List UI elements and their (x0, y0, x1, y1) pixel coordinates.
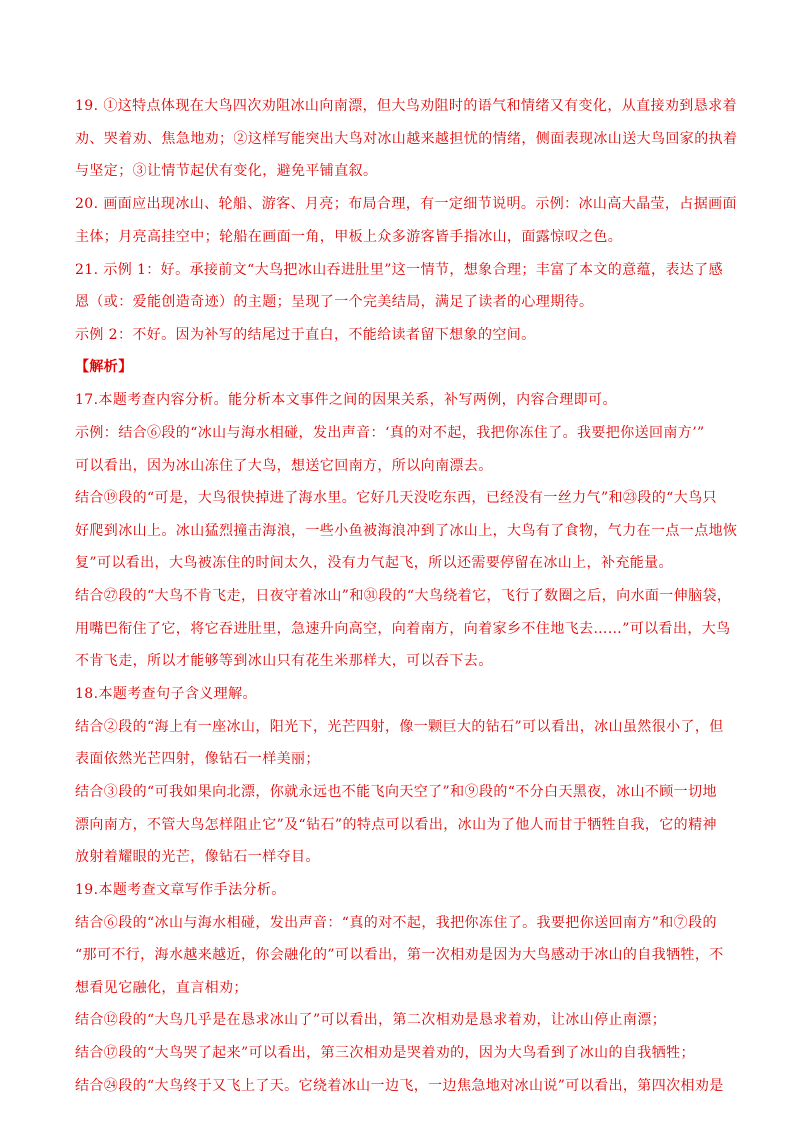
analysis-18-line-5: 漂向南方，不管大鸟怎样阻止它”及“钻石”的特点可以看出，冰山为了他人而甘于牺牲自我，它的精神 (75, 817, 717, 833)
answer-20-line-2: 主体；月亮高挂空中；轮船在画面一角，甲板上众多游客皆手指冰山，面露惊叹之色。 (75, 229, 623, 245)
analysis-18-line-1: 18.本题考查句子含义理解。 (75, 686, 257, 702)
analysis-19-line-2: 结合⑥段的“冰山与海水相碰，发出声音：“真的对不起，我把你冻住了。我要把你送回南方”和⑦段的 (75, 915, 717, 931)
analysis-18-line-3: 表面依然光芒四射，像钻石一样美丽； (75, 751, 320, 767)
analysis-17-line-4: 结合⑲段的“可是，大鸟很快掉进了海水里。它好几天没吃东西，已经没有一丝力气”和㉓段的“大鸟只 (75, 490, 717, 506)
analysis-19-line-7: 结合㉔段的“大鸟终于又飞上了天。它绕着冰山一边飞，一边焦急地对冰山说”可以看出，第四次相劝是 (75, 1078, 724, 1094)
analysis-19-line-5: 结合⑫段的“大鸟几乎是在恳求冰山了”可以看出，第二次相劝是恳求着劝，让冰山停止南漂； (75, 1012, 667, 1028)
answer-21-line-1: 21. 示例 1：好。承接前文“大鸟把冰山吞进肚里”这一情节，想象合理；丰富了本文的意蕴，表达了感 (75, 262, 723, 278)
answer-21-example-2: 示例 2：不好。因为补写的结尾过于直白，不能给读者留下想象的空间。 (75, 327, 536, 343)
analysis-17-line-1: 17.本题考查内容分析。能分析本文事件之间的因果关系，补写两例，内容合理即可。 (75, 392, 617, 408)
answer-19-line-2: 劝、哭着劝、焦急地劝；②这样写能突出大鸟对冰山越来越担忧的情绪，侧面表现冰山送大鸟回家的执着 (75, 131, 738, 147)
analysis-17-line-3: 可以看出，因为冰山冻住了大鸟，想送它回南方，所以向南漂去。 (75, 458, 493, 474)
analysis-17-line-9: 不肯飞走，所以才能够等到冰山只有花生米那样大，可以吞下去。 (75, 653, 493, 669)
answer-21-line-2: 恩（或：爱能创造奇迹）的主题；呈现了一个完美结局，满足了读者的心理期待。 (75, 294, 594, 310)
analysis-18-line-2: 结合②段的“海上有一座冰山，阳光下，光芒四射，像一颗巨大的钻石”可以看出，冰山虽然很小了，但 (75, 719, 724, 735)
analysis-17-line-2: 示例：结合⑥段的“冰山与海水相碰，发出声音：‘真的对不起，我把你冻住了。我要把你送回南方’” (75, 425, 705, 441)
analysis-19-line-6: 结合⑰段的“大鸟哭了起来”可以看出，第三次相劝是哭着劝的，因为大鸟看到了冰山的自我牺牲； (75, 1045, 695, 1061)
analysis-19-line-3: “那可不行，海水越来越近，你会融化的”可以看出，第一次相劝是因为大鸟感动于冰山的自我牺牲，不 (75, 947, 724, 963)
analysis-19-line-1: 19.本题考查文章写作手法分析。 (75, 882, 286, 898)
analysis-19-line-4: 想看见它融化，直言相劝； (75, 980, 248, 996)
analysis-17-line-7: 结合㉗段的“大鸟不肯飞走，日夜守着冰山”和㉛段的“大鸟绕着它，飞行了数圈之后，向水面一伸脑袋， (75, 588, 732, 604)
answer-19-line-3: 与坚定；③让情节起伏有变化，避免平铺直叙。 (75, 163, 378, 179)
analysis-17-line-5: 好爬到冰山上。冰山猛烈撞击海浪，一些小鱼被海浪冲到了冰山上，大鸟有了食物，气力在一点一点地恢 (75, 523, 738, 539)
answer-20-line-1: 20. 画面应出现冰山、轮船、游客、月亮；布局合理，有一定细节说明。示例：冰山高大晶莹，占据画面 (75, 196, 737, 212)
analysis-heading: 【解析】 (75, 359, 133, 375)
analysis-18-line-6: 放射着耀眼的光芒，像钻石一样夺目。 (75, 849, 320, 865)
answer-19-line-1: 19. ①这特点体现在大鸟四次劝阻冰山向南漂，但大鸟劝阻时的语气和情绪又有变化，从直接劝到恳求着 (75, 98, 737, 114)
analysis-17-line-8: 用嘴巴衔住了它，将它吞进肚里，急速升向高空，向着南方，向着家乡不住地飞去……”可以看出，大鸟 (75, 621, 731, 637)
analysis-17-line-6: 复”可以看出，大鸟被冻住的时间太久，没有力气起飞，所以还需要停留在冰山上，补充能量。 (75, 555, 673, 571)
analysis-18-line-4: 结合③段的“可我如果向北漂，你就永远也不能飞向天空了”和⑨段的“不分白天黑夜，冰山不顾一切地 (75, 784, 717, 800)
